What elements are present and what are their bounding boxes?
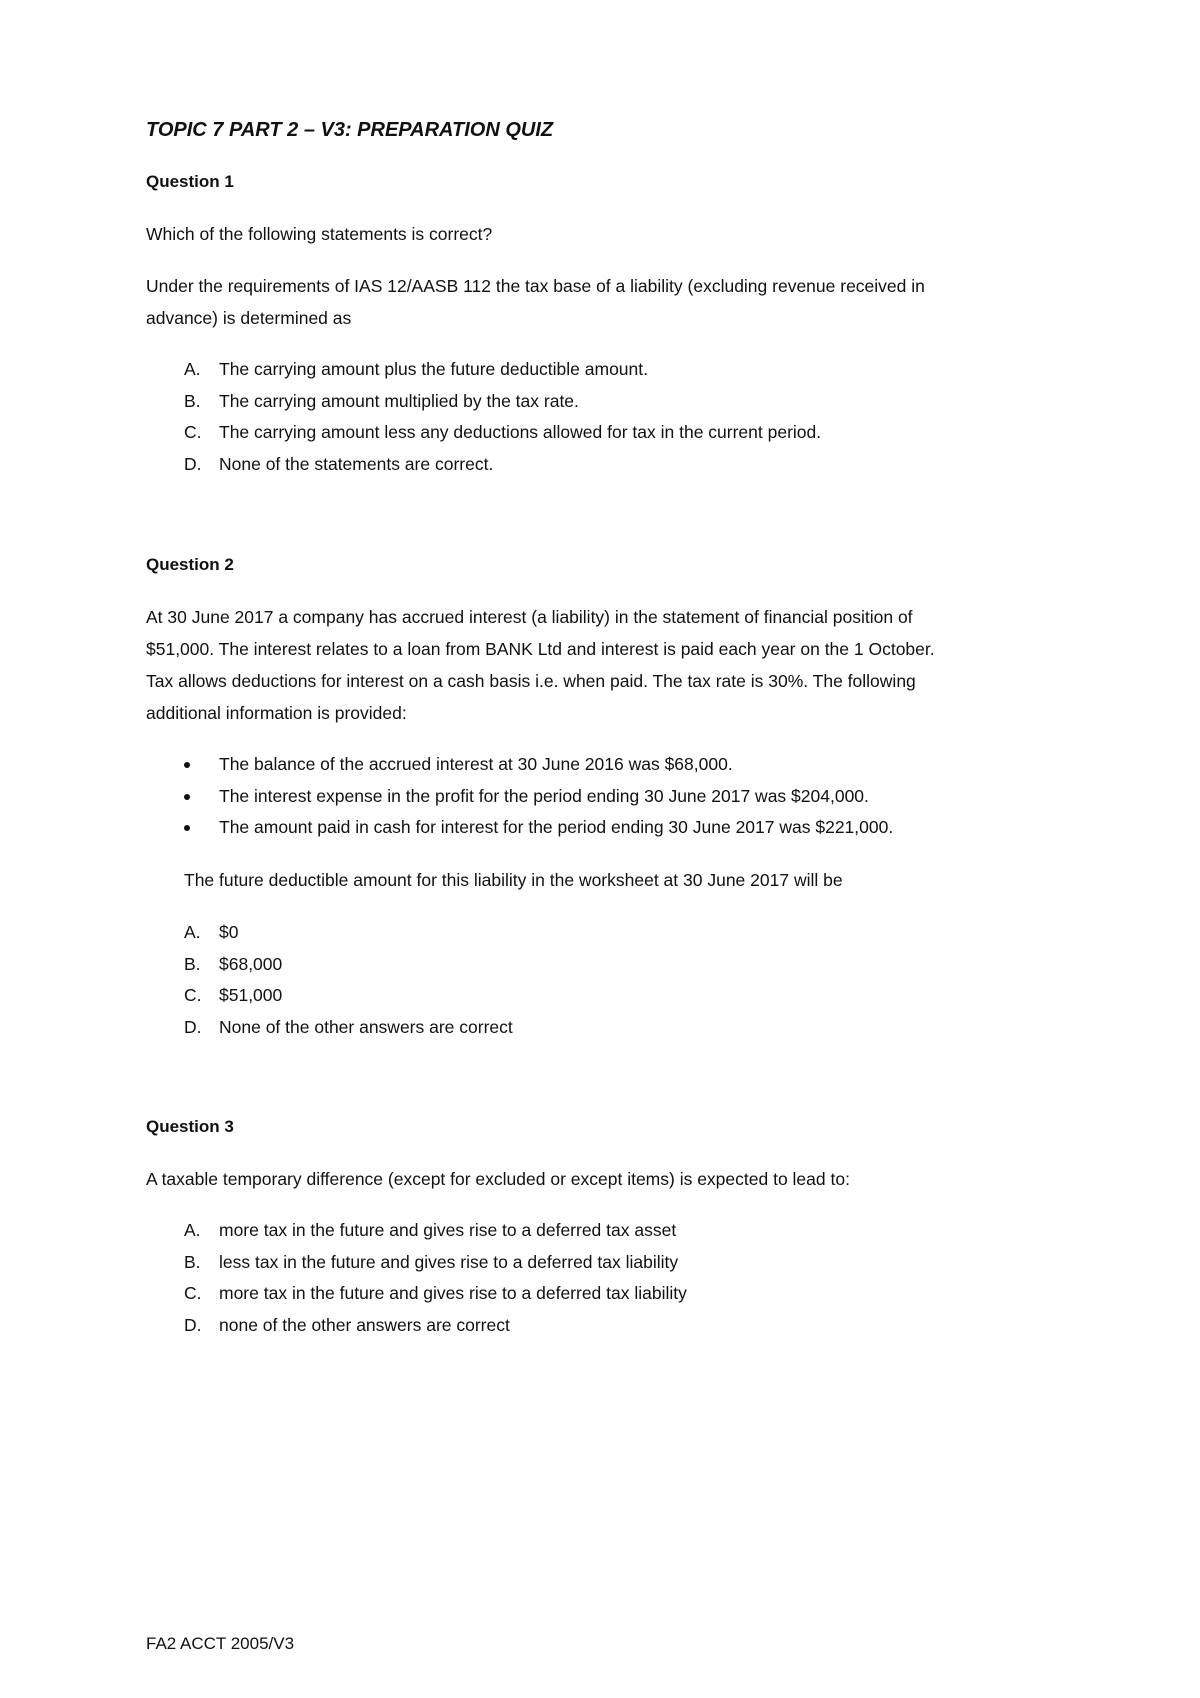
option-text: more tax in the future and gives rise to a deferred tax liability [219, 1283, 687, 1303]
bullet-icon [184, 794, 190, 800]
question-3-heading: Question 3 [146, 1117, 234, 1136]
bullet-text: The interest expense in the profit for the period ending 30 June 2017 was $204,000. [219, 785, 869, 806]
question-2-heading: Question 2 [146, 555, 234, 574]
bullet-text: The amount paid in cash for interest for the period ending 30 June 2017 was $221,000. [219, 817, 894, 837]
option-text: more tax in the future and gives rise to a deferred tax asset [219, 1220, 677, 1240]
option-letter: D. [184, 1314, 202, 1335]
option-text: The carrying amount multiplied by the tax rate. [219, 390, 579, 411]
page-footer: FA2 ACCT 2005/V3 [146, 1634, 295, 1653]
option-letter: A. [184, 359, 201, 379]
option-text: $68,000 [219, 953, 283, 974]
option-letter: C. [184, 422, 202, 442]
question-1-heading: Question 1 [146, 172, 234, 191]
document-title: TOPIC 7 PART 2 – V3: PREPARATION QUIZ [146, 119, 554, 141]
option-text: The carrying amount plus the future deductible amount. [219, 359, 648, 379]
question-1-stem: Which of the following statements is correct? [146, 224, 493, 244]
option-letter: B. [184, 953, 201, 974]
option-text: The carrying amount less any deductions allowed for tax in the current period. [219, 422, 822, 442]
option-letter: D. [184, 1016, 202, 1037]
option-text: $51,000 [219, 985, 283, 1005]
option-letter: C. [184, 985, 202, 1005]
question-2-text-line-4: additional information is provided: [146, 703, 407, 723]
option-text: none of the other answers are correct [219, 1314, 510, 1335]
option-text: $0 [219, 922, 239, 942]
question-2-text-line-3: Tax allows deductions for interest on a cash basis i.e. when paid. The tax rate is 30%. The following [146, 671, 916, 691]
option-letter: B. [184, 390, 201, 411]
question-2-text-line-1: At 30 June 2017 a company has accrued interest (a liability) in the statement of financial position of [146, 607, 913, 627]
question-2-prompt: The future deductible amount for this liability in the worksheet at 30 June 2017 will be [184, 870, 843, 890]
option-text: less tax in the future and gives rise to a deferred tax liability [219, 1251, 679, 1272]
option-letter: D. [184, 453, 202, 474]
option-letter: A. [184, 922, 201, 942]
option-text: None of the statements are correct. [219, 453, 494, 474]
option-letter: A. [184, 1220, 201, 1240]
bullet-icon [184, 825, 190, 831]
bullet-icon [184, 762, 190, 768]
option-text: None of the other answers are correct [219, 1016, 513, 1037]
question-2-text-line-2: $51,000. The interest relates to a loan from BANK Ltd and interest is paid each year on the 1 October. [146, 639, 935, 659]
option-letter: C. [184, 1283, 202, 1303]
option-letter: B. [184, 1251, 201, 1272]
question-1-text-line-2: advance) is determined as [146, 308, 352, 328]
bullet-text: The balance of the accrued interest at 30 June 2016 was $68,000. [219, 754, 733, 774]
question-1-text-line-1: Under the requirements of IAS 12/AASB 112 the tax base of a liability (excluding revenue received in [146, 276, 925, 296]
question-3-stem: A taxable temporary difference (except for excluded or except items) is expected to lead to: [146, 1169, 850, 1189]
